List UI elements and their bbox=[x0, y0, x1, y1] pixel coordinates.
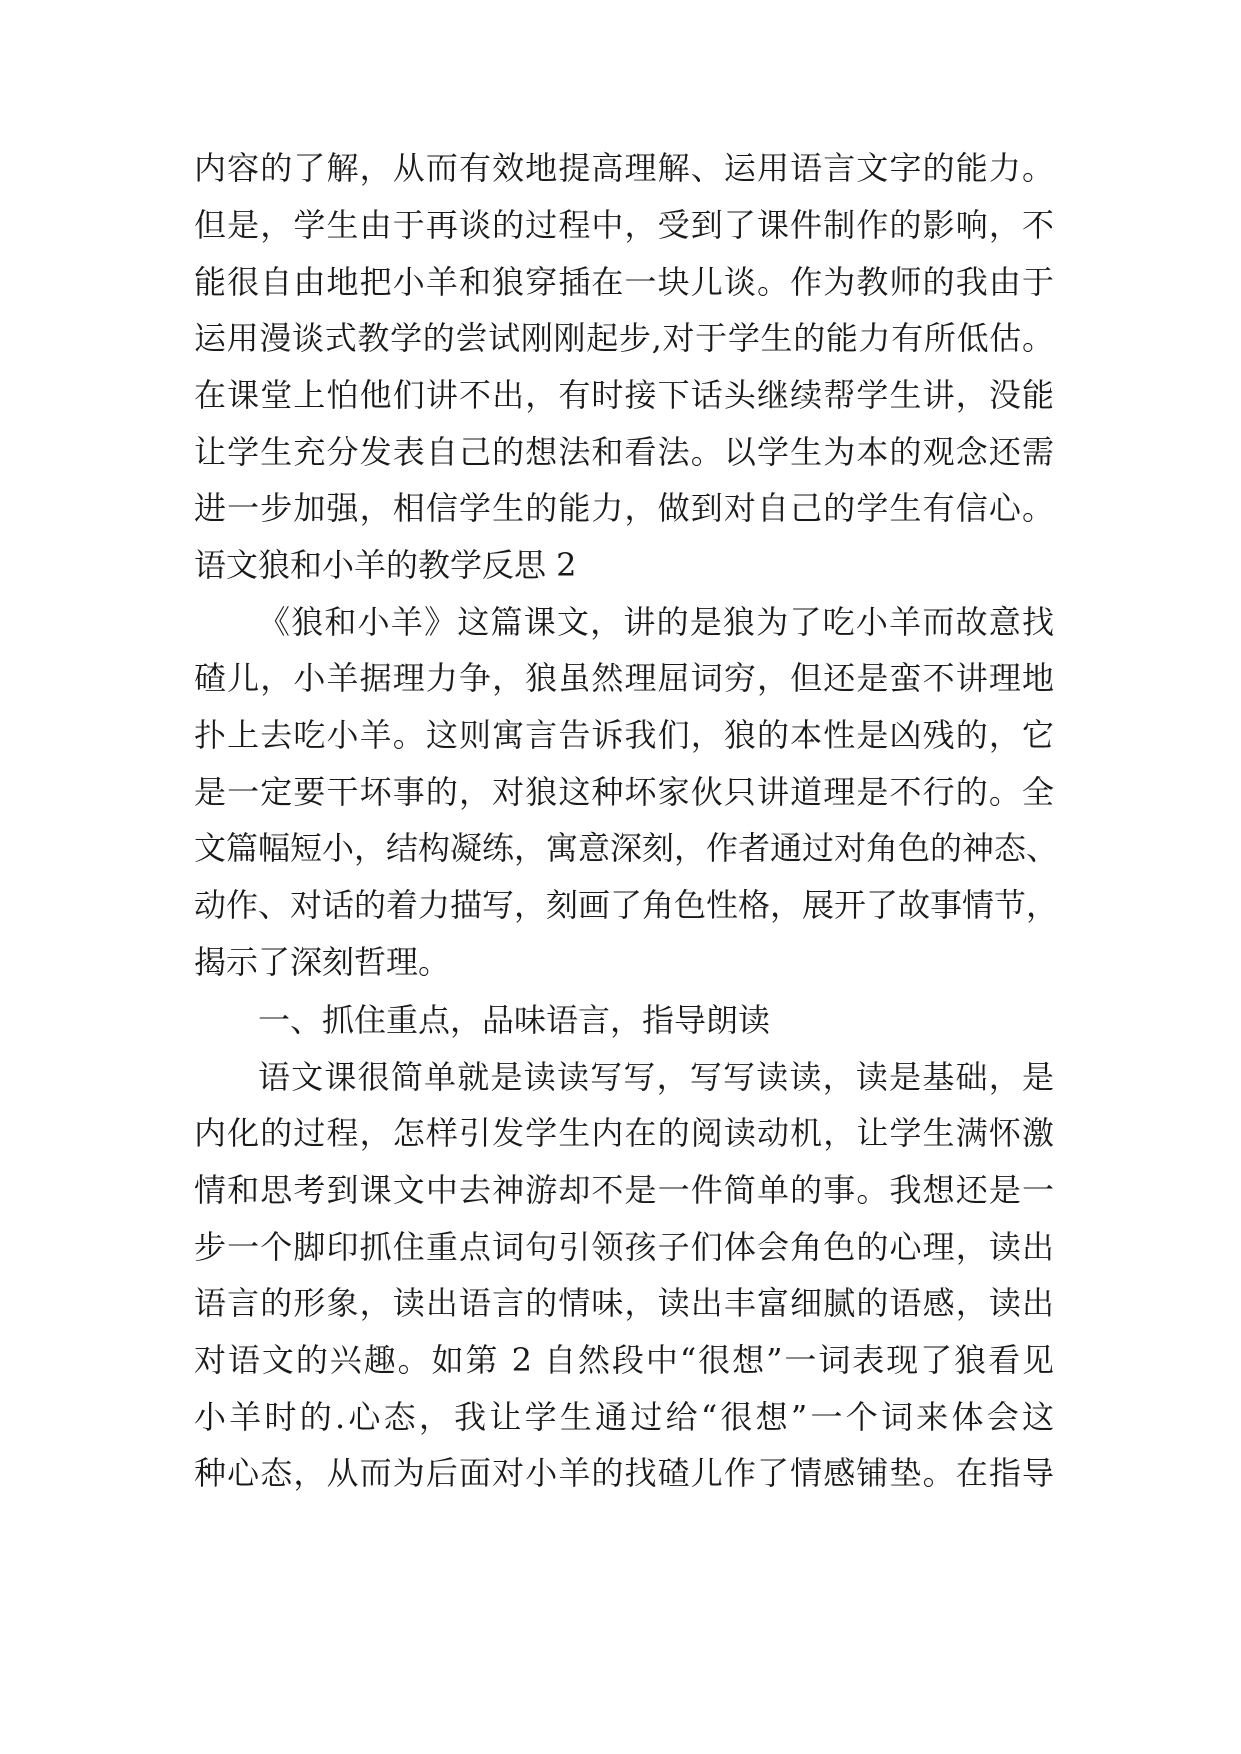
text-line: 内容的了解，从而有效地提高理解、运用语言文字的能力。 bbox=[194, 149, 1054, 187]
text-line: 对语文的兴趣。如第 2 自然段中“很想”一词表现了狼看见 bbox=[194, 1341, 1054, 1379]
text-line: 情和思考到课文中去神游却不是一件简单的事。我想还是一 bbox=[194, 1171, 1054, 1209]
text-line: 小羊时的.心态，我让学生通过给“很想”一个词来体会这 bbox=[194, 1398, 1054, 1436]
text-line: 《狼和小羊》这篇课文，讲的是狼为了吃小羊而故意找 bbox=[258, 603, 1054, 641]
text-line: 语文课很简单就是读读写写，写写读读，读是基础，是 bbox=[258, 1058, 1054, 1096]
text-line: 进一步加强，相信学生的能力，做到对自己的学生有信心。 bbox=[194, 489, 1054, 527]
text-line: 在课堂上怕他们讲不出，有时接下话头继续帮学生讲，没能 bbox=[194, 376, 1054, 414]
text-line: 种心态，从而为后面对小羊的找碴儿作了情感铺垫。在指导 bbox=[194, 1454, 1054, 1492]
text-line: 能很自由地把小羊和狼穿插在一块儿谈。作为教师的我由于 bbox=[194, 263, 1054, 301]
subheading: 一、抓住重点，品味语言，指导朗读 bbox=[258, 1001, 771, 1039]
text-line: 运用漫谈式教学的尝试刚刚起步,对于学生的能力有所低估。 bbox=[194, 319, 1054, 357]
text-line: 扑上去吃小羊。这则寓言告诉我们，狼的本性是凶残的，它 bbox=[194, 716, 1054, 754]
text-line: 是一定要干坏事的，对狼这种坏家伙只讲道理是不行的。全 bbox=[194, 773, 1054, 811]
text-line: 动作、对话的着力描写，刻画了角色性格，展开了故事情节， bbox=[194, 886, 1059, 924]
text-line: 内化的过程，怎样引发学生内在的阅读动机，让学生满怀激 bbox=[194, 1114, 1054, 1152]
text-line: 步一个脚印抓住重点词句引领孩子们体会角色的心理，读出 bbox=[194, 1228, 1054, 1266]
text-line: 语言的形象，读出语言的情味，读出丰富细腻的语感，读出 bbox=[194, 1284, 1054, 1322]
text-line: 但是，学生由于再谈的过程中，受到了课件制作的影响，不 bbox=[194, 206, 1054, 244]
section-heading: 语文狼和小羊的教学反思 2 bbox=[194, 546, 577, 584]
text-line: 让学生充分发表自己的想法和看法。以学生为本的观念还需 bbox=[194, 433, 1054, 471]
text-line: 揭示了深刻哲理。 bbox=[194, 943, 451, 981]
text-line: 文篇幅短小，结构凝练，寓意深刻，作者通过对角色的神态、 bbox=[194, 829, 1059, 867]
text-line: 碴儿，小羊据理力争，狼虽然理屈词穷，但还是蛮不讲理地 bbox=[194, 659, 1054, 697]
